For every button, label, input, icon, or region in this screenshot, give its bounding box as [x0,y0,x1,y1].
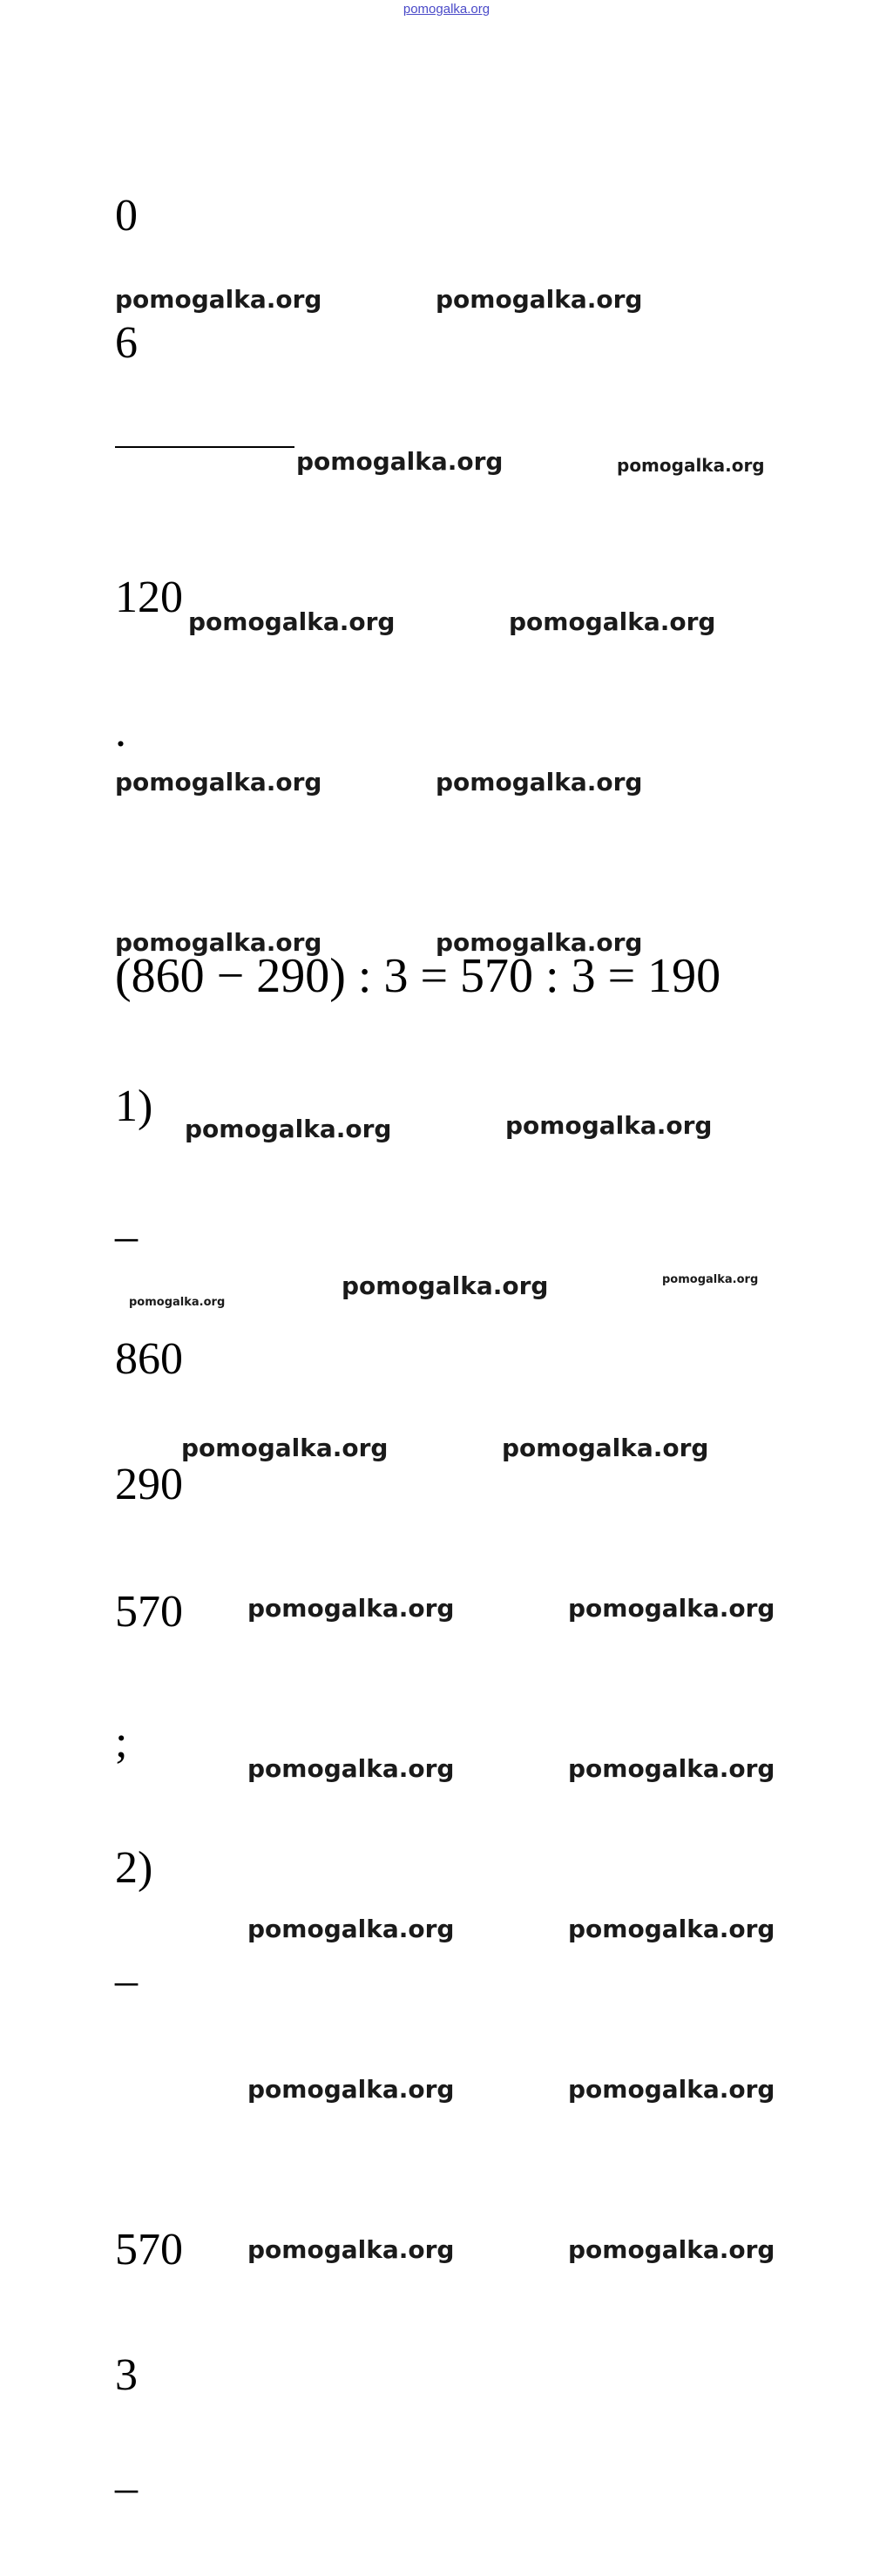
number-3: 3 [115,2350,138,2400]
watermark: pomogalka.org [568,1915,775,1943]
watermark: pomogalka.org [568,1594,775,1623]
watermark: pomogalka.org [129,1296,226,1309]
watermark: pomogalka.org [115,285,322,314]
watermark: pomogalka.org [188,607,396,636]
number-860: 860 [115,1334,183,1384]
watermark: pomogalka.org [115,768,322,797]
watermark: pomogalka.org [247,1915,455,1943]
watermark: pomogalka.org [568,1754,775,1783]
watermark: pomogalka.org [568,2235,775,2264]
watermark: pomogalka.org [247,1594,455,1623]
step-1-label: 1) [115,1081,153,1131]
watermark: pomogalka.org [436,928,643,957]
watermark: pomogalka.org [617,455,765,476]
watermark: pomogalka.org [662,1273,759,1286]
watermark: pomogalka.org [502,1434,709,1462]
watermark: pomogalka.org [247,2235,455,2264]
watermark: pomogalka.org [436,768,643,797]
minus-sign-3: _ [115,2448,138,2498]
watermark: pomogalka.org [115,928,322,957]
watermark: pomogalka.org [568,2075,775,2104]
site-link[interactable]: pomogalka.org [403,2,490,17]
semicolon: ; [115,1718,128,1767]
minus-sign-1: _ [115,1196,138,1246]
step-2-label: 2) [115,1843,153,1893]
watermark: pomogalka.org [436,285,643,314]
watermark: pomogalka.org [342,1271,549,1300]
watermark: pomogalka.org [247,2075,455,2104]
watermark: pomogalka.org [247,1754,455,1783]
watermark: pomogalka.org [185,1115,392,1143]
fraction-rule [115,446,294,448]
math-line-120: 120 [115,573,183,622]
watermark: pomogalka.org [509,607,716,636]
number-570-b: 570 [115,2225,183,2274]
math-line-dot: . [115,707,126,756]
equation: (860 − 290) : 3 = 570 : 3 = 190 [115,949,721,1003]
watermark: pomogalka.org [181,1434,389,1462]
minus-sign-2: _ [115,1941,138,1990]
math-line-6: 6 [115,318,138,368]
watermark: pomogalka.org [296,447,504,476]
watermark: pomogalka.org [505,1111,713,1140]
number-290: 290 [115,1460,183,1509]
number-570-a: 570 [115,1587,183,1637]
math-line-0: 0 [115,191,138,241]
